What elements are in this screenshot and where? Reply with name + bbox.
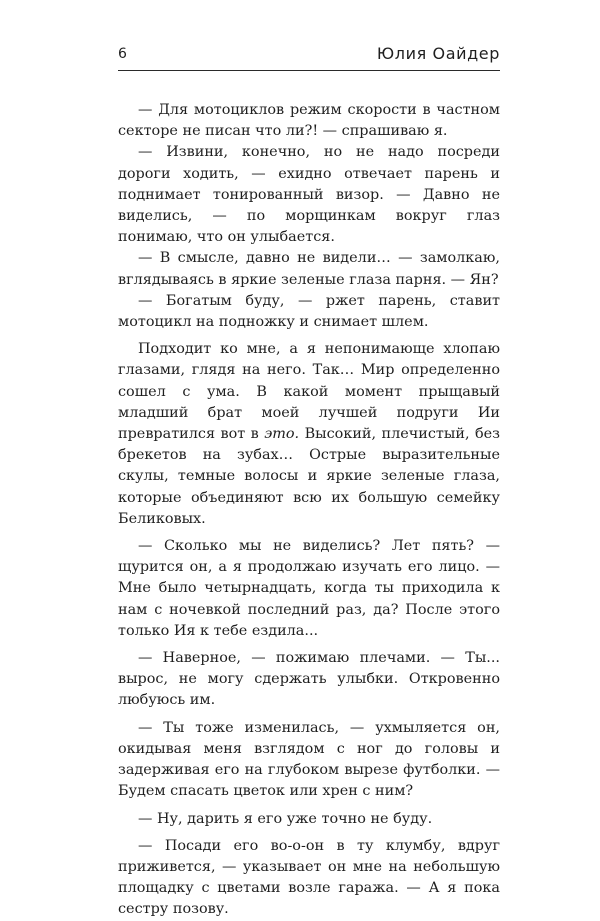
paragraph-5 <box>118 339 500 530</box>
body-text <box>118 100 500 921</box>
paragraph-9: — Ну, дарить я его уже точно не буду. <box>138 810 433 827</box>
paragraph-3: — В смысле, давно не видели… — замолкаю, вглядываясь в яркие зеленые глаза парня. — Ян? <box>118 250 500 288</box>
paragraph-5-emphasis: это. <box>264 426 300 443</box>
paragraph-6: — Сколько мы не виделись? Лет пять? — щурится он, а я продолжаю изучать его лицо. — Мне было четырнадцать, когда ты приходила к нам с ночевкой последний раз, да? После этого только Ия к тебе ездила... <box>118 538 500 639</box>
paragraph-7: — Наверное, — пожимаю плечами. — Ты... вырос, не могу сдержать улыбки. Откровенно любуюсь им. <box>118 650 500 709</box>
paragraph-5-tail: Высокий, плечистый, без брекетов на зубах… Острые выразительные скулы, темные волосы и яркие зеленые глаза, которые объединяют всю их большую семейку Беликовых. <box>118 426 500 527</box>
paragraph-1: — Для мотоциклов режим скорости в частном секторе не писан что ли?! — спрашиваю я. <box>118 102 500 140</box>
paragraph-2: — Извини, конечно, но не надо посреди дороги ходить, — ехидно отвечает парень и поднимает тонированный визор. — Давно не виделись, — по морщинкам вокруг глаз понимаю, что он улыбается. <box>118 144 500 246</box>
page-number: 6 <box>118 46 127 62</box>
paragraph-5-text: Подходит ко мне, а я непонимающе хлопаю глазами, глядя на него. Так… Мир определенно сошел с ума. В какой момент прыщавый младший брат моей лучшей подруги Ии превратился вот в <box>118 341 500 443</box>
page-header <box>118 40 500 71</box>
running-head-author: Юлия Оайдер <box>376 44 500 63</box>
paragraph-10: — Посади его во-о-он в ту клумбу, вдруг приживется, — указывает он мне на небольшую площадку с цветами возле гаража. — А я пока сестру позову. <box>118 837 500 918</box>
paragraph-4: — Богатым буду, — ржет парень, ставит мотоцикл на подножку и снимает шлем. <box>118 292 500 331</box>
paragraph-8: — Ты тоже изменилась, — ухмыляется он, окидывая меня взглядом с ног до головы и задерживая его на глубоком вырезе футболки. — Будем спасать цветок или хрен с ним? <box>118 719 500 800</box>
